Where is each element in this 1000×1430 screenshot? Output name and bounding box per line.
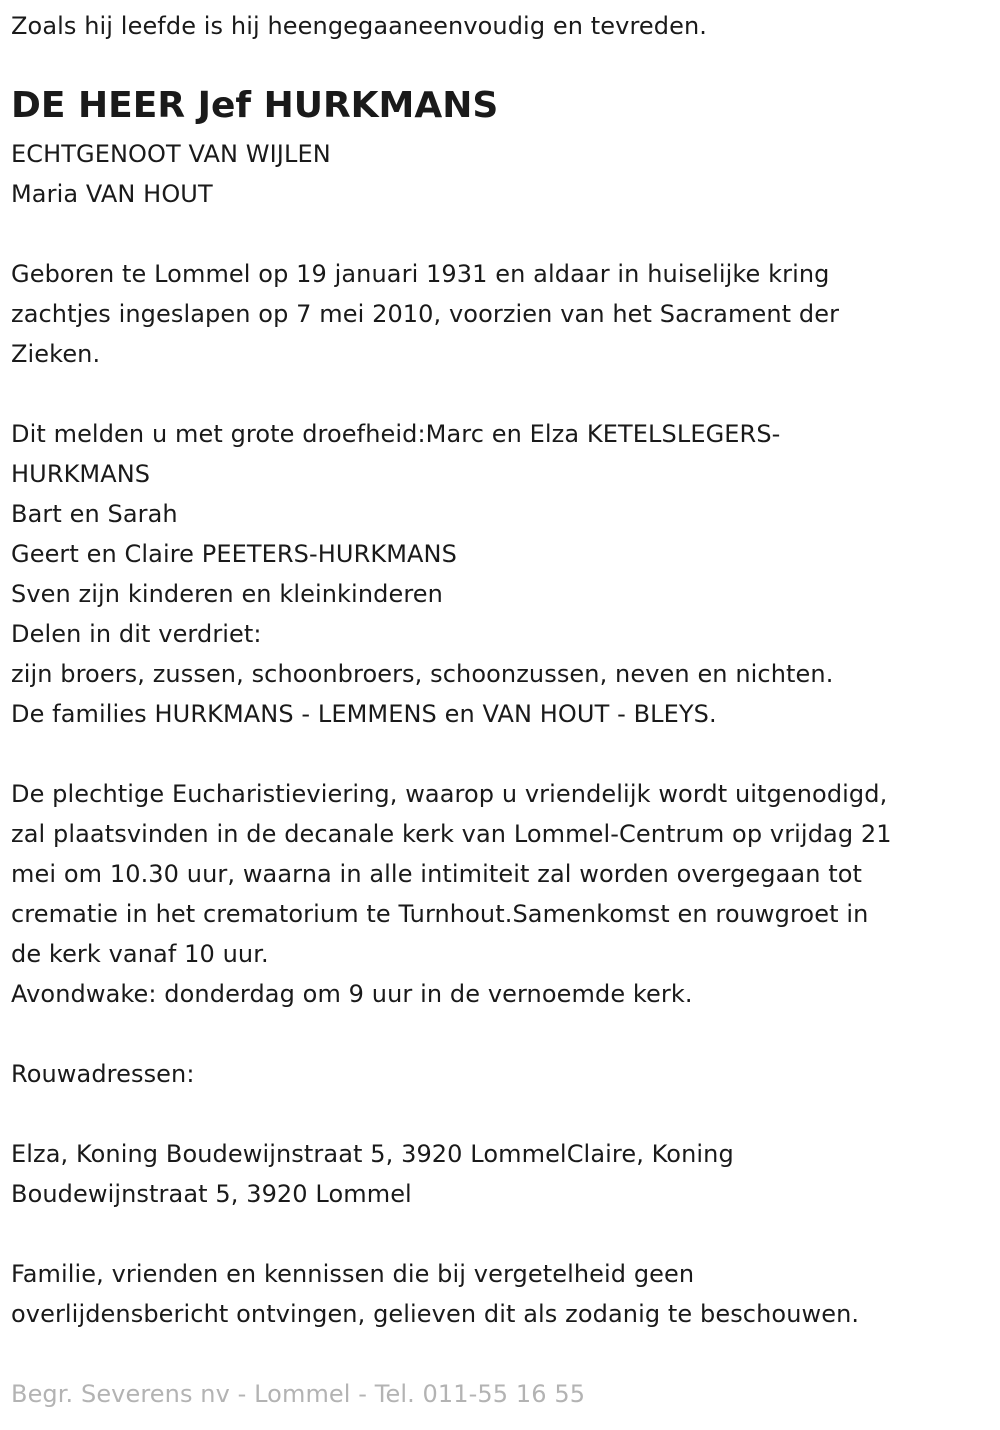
birth-line: zachtjes ingeslapen op 7 mei 2010, voorzien van het Sacrament der (11, 300, 840, 328)
family-line: Bart en Sarah (11, 500, 178, 528)
ceremony-line: Avondwake: donderdag om 9 uur in de vernoemde kerk. (11, 980, 693, 1008)
deceased-name: DE HEER Jef HURKMANS (11, 85, 499, 126)
birth-line: Zieken. (11, 340, 101, 368)
address-line: Boudewijnstraat 5, 3920 Lommel (11, 1180, 412, 1208)
funeral-home-footer: Begr. Severens nv - Lommel - Tel. 011-55 16 55 (11, 1380, 586, 1408)
addresses-block (11, 1134, 734, 1214)
ceremony-line: mei om 10.30 uur, waarna in alle intimiteit zal worden overgegaan tot (11, 860, 863, 888)
address-line: Elza, Koning Boudewijnstraat 5, 3920 LommelClaire, Koning (11, 1140, 734, 1168)
birth-paragraph (11, 254, 839, 374)
ceremony-line: crematie in het crematorium te Turnhout.Samenkomst en rouwgroet in (11, 900, 869, 928)
notice-line: overlijdensbericht ontvingen, gelieven dit als zodanig te beschouwen. (11, 1300, 860, 1328)
birth-line: Geboren te Lommel op 19 januari 1931 en aldaar in huiselijke kring (11, 260, 830, 288)
family-line: zijn broers, zussen, schoonbroers, schoonzussen, neven en nichten. (11, 660, 834, 688)
ceremony-line: de kerk vanaf 10 uur. (11, 940, 269, 968)
family-line: De families HURKMANS - LEMMENS en VAN HOUT - BLEYS. (11, 700, 717, 728)
family-paragraph (11, 414, 833, 734)
spouse-line: Maria VAN HOUT (11, 180, 213, 208)
notice-line: Familie, vrienden en kennissen die bij vergetelheid geen (11, 1260, 695, 1288)
intro-line: Zoals hij leefde is hij heengegaaneenvoudig en tevreden. (11, 12, 708, 40)
family-line: Dit melden u met grote droefheid:Marc en Elza KETELSLEGERS- (11, 420, 781, 448)
ceremony-line: De plechtige Eucharistieviering, waarop u vriendelijk wordt uitgenodigd, (11, 780, 888, 808)
addresses-label: Rouwadressen: (11, 1060, 195, 1088)
ceremony-paragraph (11, 774, 892, 1014)
family-line: HURKMANS (11, 460, 151, 488)
family-line: Delen in dit verdriet: (11, 620, 262, 648)
family-line: Geert en Claire PEETERS-HURKMANS (11, 540, 457, 568)
spouse-block (11, 134, 331, 214)
spouse-line: ECHTGENOOT VAN WIJLEN (11, 140, 331, 168)
family-line: Sven zijn kinderen en kleinkinderen (11, 580, 443, 608)
ceremony-line: zal plaatsvinden in de decanale kerk van Lommel-Centrum op vrijdag 21 (11, 820, 892, 848)
notice-paragraph (11, 1254, 859, 1334)
